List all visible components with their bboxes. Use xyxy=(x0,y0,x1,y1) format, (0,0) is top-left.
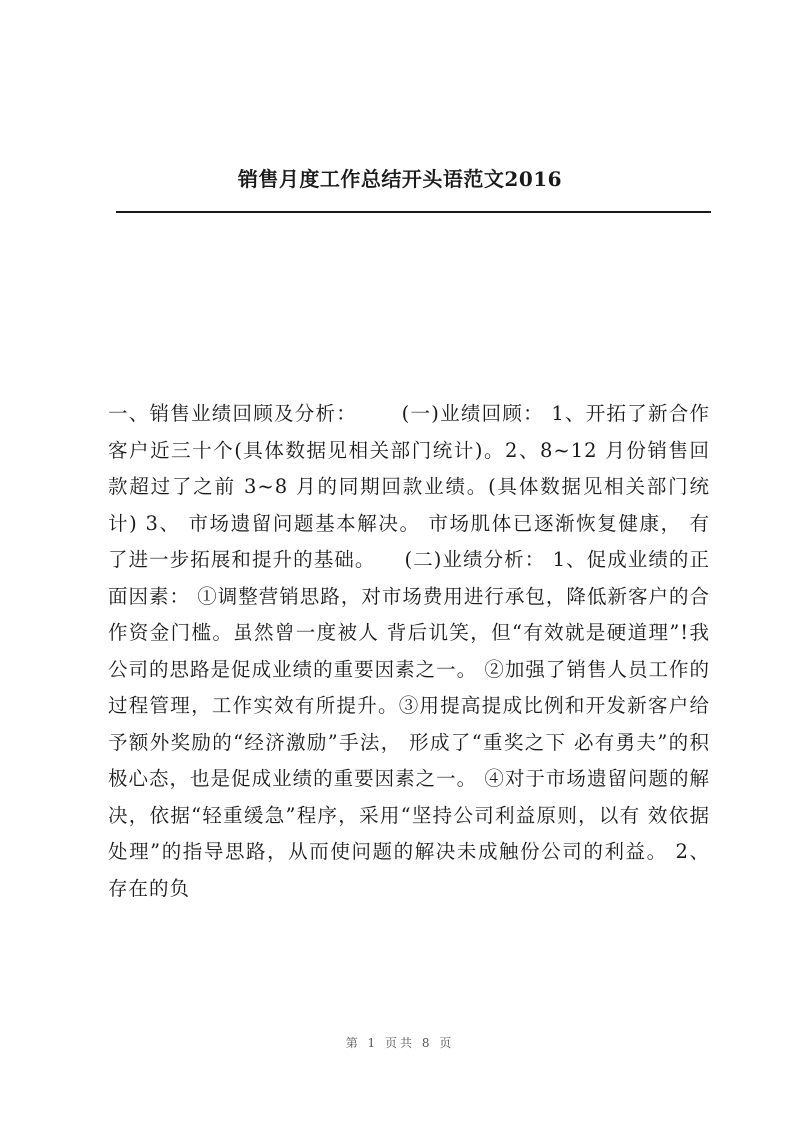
title-underline xyxy=(116,211,711,213)
page-footer: 第 1 页共 8 页 xyxy=(345,1036,455,1050)
body-paragraph: 一、销售业绩回顾及分析： (一)业绩回顾： 1、开拓了新合作客户近三十个(具体数据见相关部门统计)。2、8~12 月份销售回款超过了之前 3~8 月的同期回款业绩。(具体数据见相关部门统计) 3、 市场遗留问题基本解决。 市场肌体已逐渐恢复健康， 有了进一步拓展和提升的基础。 (二)业绩分析： 1、促成业绩的正面因素： ①调整营销思路，对市场费用进行承包，降低新客户的合作资金门槛。虽然曾一度被人 背后讥笑，但“有效就是硬道理”!我公司的思路是促成业绩的重要因素之一。 ②加强了销售人员工作的过程管理，工作实效有所提升。③用提高提成比例和开发新客户给予额外奖励的“经济激励”手法， 形成了“重奖之下 必有勇夫”的积极心态，也是促成业绩的重要因素之一。 ④对于市场遗留问题的解决，依据“轻重缓急”程序，采用“坚持公司利益原则，以有 效依据处理”的指导思路，从而使问题的解决未成触份公司的利益。 2、存在的负 xyxy=(108,402,710,900)
page-title: 销售月度工作总结开头语范文2016 xyxy=(237,167,563,191)
